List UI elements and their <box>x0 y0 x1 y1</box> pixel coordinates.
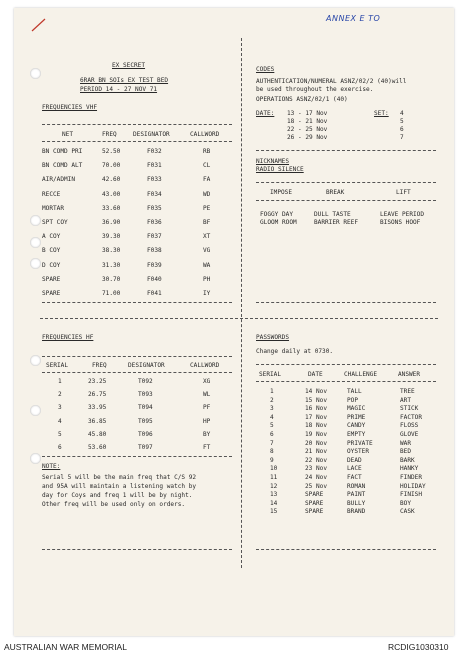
hf-designator: T097 <box>138 444 153 451</box>
codes-date-label: DATE: <box>256 110 275 117</box>
codes-ops-line: OPERATIONS ASNZ/02/1 (40) <box>256 96 348 103</box>
codes-auth-line1: AUTHENTICATION/NUMERAL ASNZ/02/2 (40)will <box>256 78 407 85</box>
password-serial: 2 <box>270 396 274 404</box>
codes-date-range: 13 - 17 Nov <box>287 110 328 117</box>
codes-date-range: 18 - 21 Nov <box>287 118 328 125</box>
hf-freq: 23.25 <box>88 378 107 385</box>
vhf-freq: 36.90 <box>102 219 121 226</box>
passwords-subtitle: Change daily at 0730. <box>256 348 334 355</box>
document-period: PERIOD 14 - 27 NOV 71 <box>80 86 158 93</box>
footer-record-id: RCDIG1030310 <box>388 642 449 652</box>
vhf-freq: 38.30 <box>102 247 121 255</box>
vhf-designator: F035 <box>147 204 162 212</box>
nicknames-header-top-rule <box>256 182 436 183</box>
hf-col-callword: CALLWORD <box>190 362 220 369</box>
password-challenge: ROMAN <box>347 482 366 490</box>
passwords-header-bottom-rule <box>256 381 436 382</box>
codes-set-label: SET: <box>374 110 389 117</box>
hf-header-top-rule <box>42 356 232 357</box>
vhf-freq: 43.00 <box>102 190 121 198</box>
hf-header-bottom-rule <box>42 372 232 373</box>
vhf-freq: 52.50 <box>102 148 121 155</box>
hf-callword: WL <box>203 391 211 399</box>
password-date: SPARE <box>305 508 324 516</box>
vhf-net: A COY <box>42 233 61 241</box>
annex-annotation: ANNEX E TO <box>326 14 381 23</box>
codes-bottom-rule <box>256 150 436 151</box>
vhf-freq: 31.30 <box>102 261 121 269</box>
footer-source: AUSTRALIAN WAR MEMORIAL <box>4 642 127 652</box>
hf-bottom-rule <box>42 456 232 457</box>
vhf-designator: F031 <box>147 162 162 170</box>
vhf-designator: F039 <box>147 261 162 269</box>
password-date: 18 Nov <box>305 422 328 430</box>
vhf-designator: F032 <box>147 148 162 155</box>
password-date: 20 Nov <box>305 439 328 447</box>
nicknames-heading: NICKNAMES <box>256 158 290 165</box>
vhf-net: BN COMD ALT <box>42 162 83 170</box>
password-serial: 3 <box>270 405 274 413</box>
password-challenge: PAINT <box>347 491 366 499</box>
hf-serial: 6 <box>58 444 62 451</box>
password-answer: TREE <box>400 388 415 395</box>
password-serial: 11 <box>270 474 278 481</box>
hf-callword: BY <box>203 430 211 438</box>
password-challenge: TALL <box>347 388 362 395</box>
codes-set-number: 6 <box>400 126 404 133</box>
hf-designator: T092 <box>138 378 153 385</box>
password-challenge: BULLY <box>347 499 366 507</box>
nickname-lift-1: LEAVE PERIOD <box>380 211 425 218</box>
password-answer: FACTOR <box>400 413 423 421</box>
password-challenge: CANDY <box>347 422 366 430</box>
hf-note-line: day for Coys and freq 1 will be by night. <box>42 492 193 499</box>
punch-hole <box>30 405 41 416</box>
vhf-callword: XT <box>203 233 211 241</box>
codes-auth-line2: be used throughout the exercise. <box>256 86 374 93</box>
hf-callword: FT <box>203 444 211 451</box>
password-date: SPARE <box>305 499 324 507</box>
red-pen-mark <box>30 16 48 34</box>
vhf-freq: 71.00 <box>102 290 121 297</box>
password-challenge: PRIME <box>347 413 366 421</box>
password-serial: 12 <box>270 482 278 490</box>
vhf-callword: WD <box>203 190 211 198</box>
password-date: 14 Nov <box>305 388 328 395</box>
password-challenge: PRIVATE <box>347 439 373 447</box>
password-date: 21 Nov <box>305 448 328 456</box>
vhf-freq: 33.60 <box>102 204 121 212</box>
vhf-net: D COY <box>42 261 61 269</box>
vhf-freq: 39.30 <box>102 233 121 241</box>
password-challenge: DEAD <box>347 456 362 464</box>
vhf-designator: F033 <box>147 176 162 184</box>
nicknames-header-bottom-rule <box>256 200 436 201</box>
vhf-designator: F038 <box>147 247 162 255</box>
nicknames-col-lift: LIFT <box>396 189 411 196</box>
codes-heading: CODES <box>256 66 275 73</box>
radio-silence-heading: RADIO SILENCE <box>256 166 304 173</box>
password-answer: WAR <box>400 439 412 447</box>
hf-note-bottom-rule <box>42 549 232 550</box>
password-serial: 9 <box>270 456 274 464</box>
password-challenge: MAGIC <box>347 405 366 413</box>
hf-freq: 26.75 <box>88 391 107 399</box>
password-serial: 14 <box>270 499 278 507</box>
hf-note-line: and 95A will maintain a listening watch by <box>42 483 197 490</box>
hf-freq: 33.95 <box>88 404 107 412</box>
codes-set-number: 5 <box>400 118 404 125</box>
vhf-net: SPARE <box>42 290 61 297</box>
vhf-header-bottom-rule <box>42 141 232 142</box>
punch-hole <box>30 237 41 248</box>
hf-freq: 53.60 <box>88 444 107 451</box>
password-answer: HANKY <box>400 465 419 473</box>
vhf-designator: F034 <box>147 190 162 198</box>
hf-serial: 4 <box>58 417 62 425</box>
password-answer: FINDER <box>400 474 423 481</box>
hf-callword: XG <box>203 378 211 385</box>
passwords-header-top-rule <box>256 364 436 365</box>
vhf-net: MORTAR <box>42 204 65 212</box>
password-challenge: BRAND <box>347 508 366 516</box>
nickname-impose-2: GLOOM ROOM <box>260 219 297 226</box>
nickname-break-2: BARRIER REEF <box>314 219 359 226</box>
hf-freq: 36.85 <box>88 417 107 425</box>
vhf-col-freq: FREQ <box>102 131 117 138</box>
password-answer: GLOVE <box>400 431 419 438</box>
vhf-net: AIR/ADMIN <box>42 176 76 184</box>
password-challenge: OYSTER <box>347 448 370 456</box>
passwords-heading: PASSWORDS <box>256 334 290 341</box>
password-date: 16 Nov <box>305 405 328 413</box>
hf-col-freq: FREQ <box>92 362 107 369</box>
password-serial: 8 <box>270 448 274 456</box>
vhf-freq: 30.70 <box>102 275 121 283</box>
passwords-col-answer: ANSWER <box>398 371 421 378</box>
hf-col-serial: SERIAL <box>46 362 69 369</box>
nicknames-col-impose: IMPOSE <box>270 189 293 196</box>
codes-date-range: 26 - 29 Nov <box>287 134 328 141</box>
vhf-net: B COY <box>42 247 61 255</box>
password-date: 25 Nov <box>305 482 328 490</box>
password-answer: ART <box>400 396 412 404</box>
vhf-callword: VG <box>203 247 211 255</box>
password-serial: 5 <box>270 422 274 430</box>
password-answer: STICK <box>400 405 419 413</box>
passwords-bottom-rule <box>256 549 436 550</box>
vhf-callword: IY <box>203 290 211 297</box>
codes-date-range: 22 - 25 Nov <box>287 126 328 133</box>
passwords-col-serial: SERIAL <box>259 371 282 378</box>
hf-col-designator: DESIGNATOR <box>128 362 165 369</box>
hf-designator: T095 <box>138 417 153 425</box>
password-date: SPARE <box>305 491 324 499</box>
document-page <box>14 8 454 636</box>
vhf-callword: BF <box>203 219 211 226</box>
vhf-net: BN COMD PRI <box>42 148 83 155</box>
password-serial: 7 <box>270 439 274 447</box>
hf-heading: FREQUENCIES HF <box>42 334 94 341</box>
hf-serial: 1 <box>58 378 62 385</box>
vhf-net: SPT COY <box>42 219 68 226</box>
password-answer: FINISH <box>400 491 423 499</box>
password-serial: 1 <box>270 388 274 395</box>
vhf-callword: PH <box>203 275 211 283</box>
passwords-col-date: DATE <box>308 371 323 378</box>
vhf-callword: FA <box>203 176 211 184</box>
codes-set-number: 7 <box>400 134 404 141</box>
password-answer: BARK <box>400 456 415 464</box>
punch-hole <box>30 453 41 464</box>
vhf-freq: 70.00 <box>102 162 121 170</box>
codes-set-number: 4 <box>400 110 404 117</box>
hf-designator: T096 <box>138 430 153 438</box>
vhf-designator: F037 <box>147 233 162 241</box>
punch-hole <box>30 355 41 366</box>
hf-note-line: Serial 5 will be the main freq that C/S 92 <box>42 474 197 481</box>
password-answer: FLOSS <box>400 422 419 430</box>
hf-callword: PF <box>203 404 211 412</box>
nickname-impose-1: FOGGY DAY <box>260 211 294 218</box>
vhf-col-designator: DESIGNATOR <box>133 131 170 138</box>
hf-designator: T094 <box>138 404 153 412</box>
middle-divider <box>40 318 438 319</box>
vhf-callword: RB <box>203 148 211 155</box>
password-date: 15 Nov <box>305 396 328 404</box>
password-challenge: FACT <box>347 474 362 481</box>
hf-serial: 2 <box>58 391 62 399</box>
security-classification: EX SECRET <box>112 62 146 69</box>
hf-note-line: Other freq will be used only on orders. <box>42 501 186 508</box>
password-serial: 4 <box>270 413 274 421</box>
punch-hole <box>30 68 41 79</box>
password-date: 22 Nov <box>305 456 328 464</box>
password-challenge: LACE <box>347 465 362 473</box>
hf-serial: 5 <box>58 430 62 438</box>
password-answer: CASK <box>400 508 415 516</box>
punch-hole <box>30 258 41 269</box>
vhf-freq: 42.60 <box>102 176 121 184</box>
password-date: 24 Nov <box>305 474 328 481</box>
hf-designator: T093 <box>138 391 153 399</box>
password-date: 19 Nov <box>305 431 328 438</box>
vhf-col-callword: CALLWORD <box>190 131 220 138</box>
hf-note-label: NOTE: <box>42 463 61 470</box>
document-title: 6RAR BN SOIs EX TEST BED <box>80 77 169 84</box>
vhf-header-top-rule <box>42 124 232 125</box>
password-serial: 6 <box>270 431 274 438</box>
vhf-net: RECCE <box>42 190 61 198</box>
vhf-bottom-rule <box>42 302 232 303</box>
hf-freq: 45.80 <box>88 430 107 438</box>
hf-callword: HP <box>203 417 211 425</box>
password-answer: BOY <box>400 499 412 507</box>
nickname-break-1: DULL TASTE <box>314 211 351 218</box>
vhf-callword: CL <box>203 162 211 170</box>
punch-hole <box>30 215 41 226</box>
password-challenge: POP <box>347 396 359 404</box>
nicknames-col-break: BREAK <box>326 189 345 196</box>
passwords-col-challenge: CHALLENGE <box>344 371 378 378</box>
password-challenge: EMPTY <box>347 431 366 438</box>
vhf-designator: F036 <box>147 219 162 226</box>
vhf-net: SPARE <box>42 275 61 283</box>
vhf-col-net: NET <box>62 131 74 138</box>
password-answer: HOLIDAY <box>400 482 426 490</box>
password-answer: BED <box>400 448 412 456</box>
vhf-callword: WA <box>203 261 211 269</box>
password-serial: 13 <box>270 491 278 499</box>
vhf-designator: F040 <box>147 275 162 283</box>
password-serial: 10 <box>270 465 278 473</box>
nicknames-bottom-rule <box>256 302 436 303</box>
hf-serial: 3 <box>58 404 62 412</box>
password-serial: 15 <box>270 508 278 516</box>
vhf-heading: FREQUENCIES VHF <box>42 104 98 111</box>
password-date: 23 Nov <box>305 465 328 473</box>
vhf-designator: F041 <box>147 290 162 297</box>
vhf-callword: PE <box>203 204 211 212</box>
password-date: 17 Nov <box>305 413 328 421</box>
center-divider <box>241 38 242 568</box>
nickname-lift-2: BISONS HOOF <box>380 219 421 226</box>
